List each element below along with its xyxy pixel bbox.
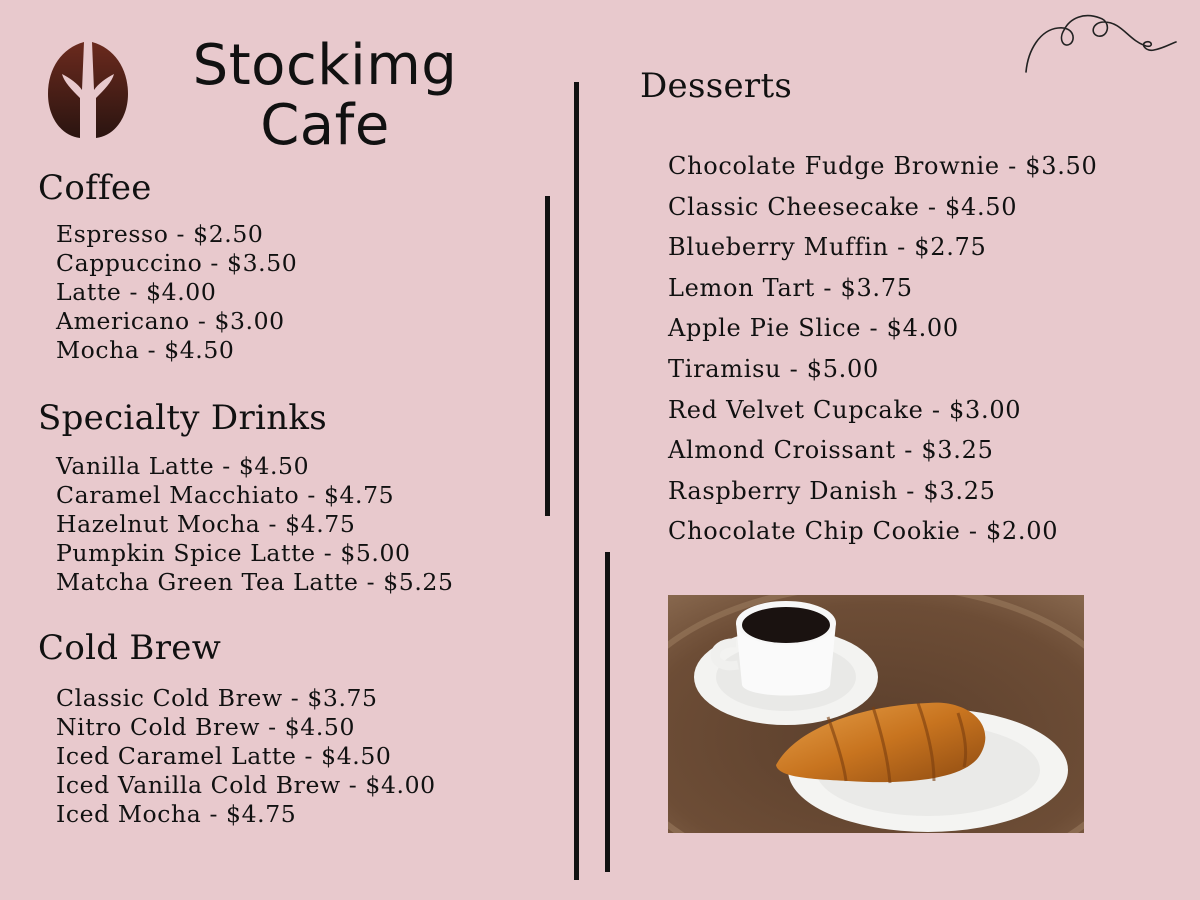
menu-item: Raspberry Danish - $3.25 xyxy=(668,476,996,505)
menu-item: Classic Cheesecake - $4.50 xyxy=(668,192,1018,221)
specialty-heading: Specialty Drinks xyxy=(38,398,328,438)
divider-line xyxy=(605,552,610,872)
coffee-bean-logo-icon xyxy=(44,38,132,140)
menu-item: Iced Vanilla Cold Brew - $4.00 xyxy=(56,771,436,799)
menu-item: Almond Croissant - $3.25 xyxy=(668,436,994,465)
menu-item: Hazelnut Mocha - $4.75 xyxy=(56,510,356,538)
desserts-heading: Desserts xyxy=(640,66,793,106)
menu-item: Nitro Cold Brew - $4.50 xyxy=(56,713,356,741)
menu-item: Chocolate Chip Cookie - $2.00 xyxy=(668,517,1059,546)
menu-item: Blueberry Muffin - $2.75 xyxy=(668,233,987,262)
cafe-name-line2: Cafe xyxy=(260,93,390,158)
menu-item: Cappuccino - $3.50 xyxy=(56,249,298,277)
menu-item: Apple Pie Slice - $4.00 xyxy=(668,314,959,343)
divider-line xyxy=(545,196,550,516)
cold-brew-heading: Cold Brew xyxy=(38,628,222,668)
coffee-and-croissant-photo xyxy=(668,595,1084,833)
menu-item: Pumpkin Spice Latte - $5.00 xyxy=(56,539,411,567)
cafe-title xyxy=(170,33,480,158)
specialty-list xyxy=(56,452,454,597)
swirl-icon xyxy=(1018,10,1180,80)
menu-item: Caramel Macchiato - $4.75 xyxy=(56,481,395,509)
coffee-list xyxy=(56,220,297,365)
divider-line xyxy=(574,82,579,880)
menu-item: Latte - $4.00 xyxy=(56,278,217,306)
cold-brew-list xyxy=(56,684,436,829)
menu-item: Red Velvet Cupcake - $3.00 xyxy=(668,395,1022,424)
cafe-name-line1: Stockimg xyxy=(192,33,458,98)
menu-item: Americano - $3.00 xyxy=(56,307,285,335)
menu-item: Tiramisu - $5.00 xyxy=(668,354,879,383)
menu-item: Espresso - $2.50 xyxy=(56,220,264,248)
menu-item: Iced Mocha - $4.75 xyxy=(56,800,297,828)
menu-item: Lemon Tart - $3.75 xyxy=(668,273,913,302)
menu-item: Classic Cold Brew - $3.75 xyxy=(56,684,378,712)
menu-item: Vanilla Latte - $4.50 xyxy=(56,452,310,480)
menu-item: Chocolate Fudge Brownie - $3.50 xyxy=(668,152,1098,180)
desserts-list xyxy=(668,146,1098,552)
coffee-heading: Coffee xyxy=(38,168,152,208)
menu-item: Mocha - $4.50 xyxy=(56,336,235,364)
menu-item: Iced Caramel Latte - $4.50 xyxy=(56,742,392,770)
menu-item: Matcha Green Tea Latte - $5.25 xyxy=(56,568,454,596)
